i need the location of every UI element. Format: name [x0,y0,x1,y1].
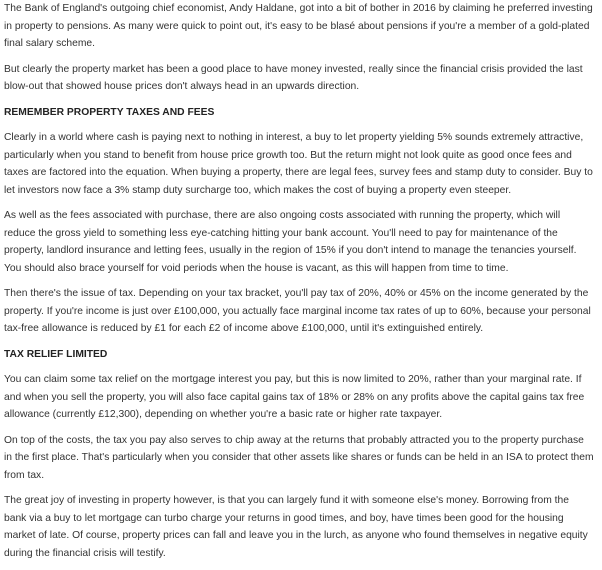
intro-paragraph-2: But clearly the property market has been a good place to have money invested, really since the financial crisis provided the last blow-out that showed house prices don't always head in an upwards direction. [4,63,583,92]
section2-paragraph-1: You can claim some tax relief on the mortgage interest you pay, but this is now limited to 20%, rather than your marginal rate. If and when you sell the property, you will also face capital gains tax of 18% or 28% on any profits above the capital gains tax free allowance (currently £12,300), depending on whether you're a basic rate or higher rate taxpayer. [4,374,585,420]
section1-paragraph-3: Then there's the issue of tax. Depending on your tax bracket, you'll pay tax of 20%, 40% or 45% on the income generated by the property. If you're income is just over £100,000, you actually face marginal income tax rates of up to 60%, because your personal tax-free allowance is reduced by £1 for each £2 of income above £100,000, until it's extinguished entirely. [4,288,591,334]
section1-paragraph-2: As well as the fees associated with purchase, there are also ongoing costs associated with running the property, which will reduce the gross yield to something less eye-catching hitting your bank account. You'll need to pay for maintenance of the property, landlord insurance and letting fees, usually in the region of 15% if you don't intend to manage the tenancies yourself. You should also brace yourself for void periods when the house is vacant, as this will happen from time to time. [4,210,577,274]
section1-paragraph-1: Clearly in a world where cash is paying next to nothing in interest, a buy to let property yielding 5% sounds extremely attractive, particularly when you stand to benefit from house price growth too. But the return might not look quite as good once fees and taxes are factored into the equation. When buying a property, there are legal fees, survey fees and stamp duty to consider. Buy to let investors now face a 3% stamp duty surcharge too, which makes the cost of buying a property even steeper. [4,132,593,196]
section-heading-tax-relief: TAX RELIEF LIMITED [4,348,108,360]
intro-paragraph-1: The Bank of England's outgoing chief economist, Andy Haldane, got into a bit of bother in 2016 by claiming he preferred investing in property to pensions. As many were quick to point out, it's easy to be blasé about pensions if you're a member of a gold-plated final salary scheme. [4,3,593,49]
section-heading-property-taxes: REMEMBER PROPERTY TAXES AND FEES [4,106,215,118]
section2-paragraph-2: On top of the costs, the tax you pay also serves to chip away at the returns that probably attracted you to the property purchase in the first place. That's particularly when you consider that other assets like shares or funds can be held in an ISA to protect them from tax. [4,434,594,481]
section2-paragraph-3: The great joy of investing in property however, is that you can largely fund it with someone else's money. Borrowing from the bank via a buy to let mortgage can turbo charge your returns in good times, and boy, have times been good for the housing market of late. Of course, property prices can fall and leave you in the lurch, as anyone who found themselves in negative equity during the financial crisis will testify. [4,495,588,559]
article-body [4,0,594,570]
